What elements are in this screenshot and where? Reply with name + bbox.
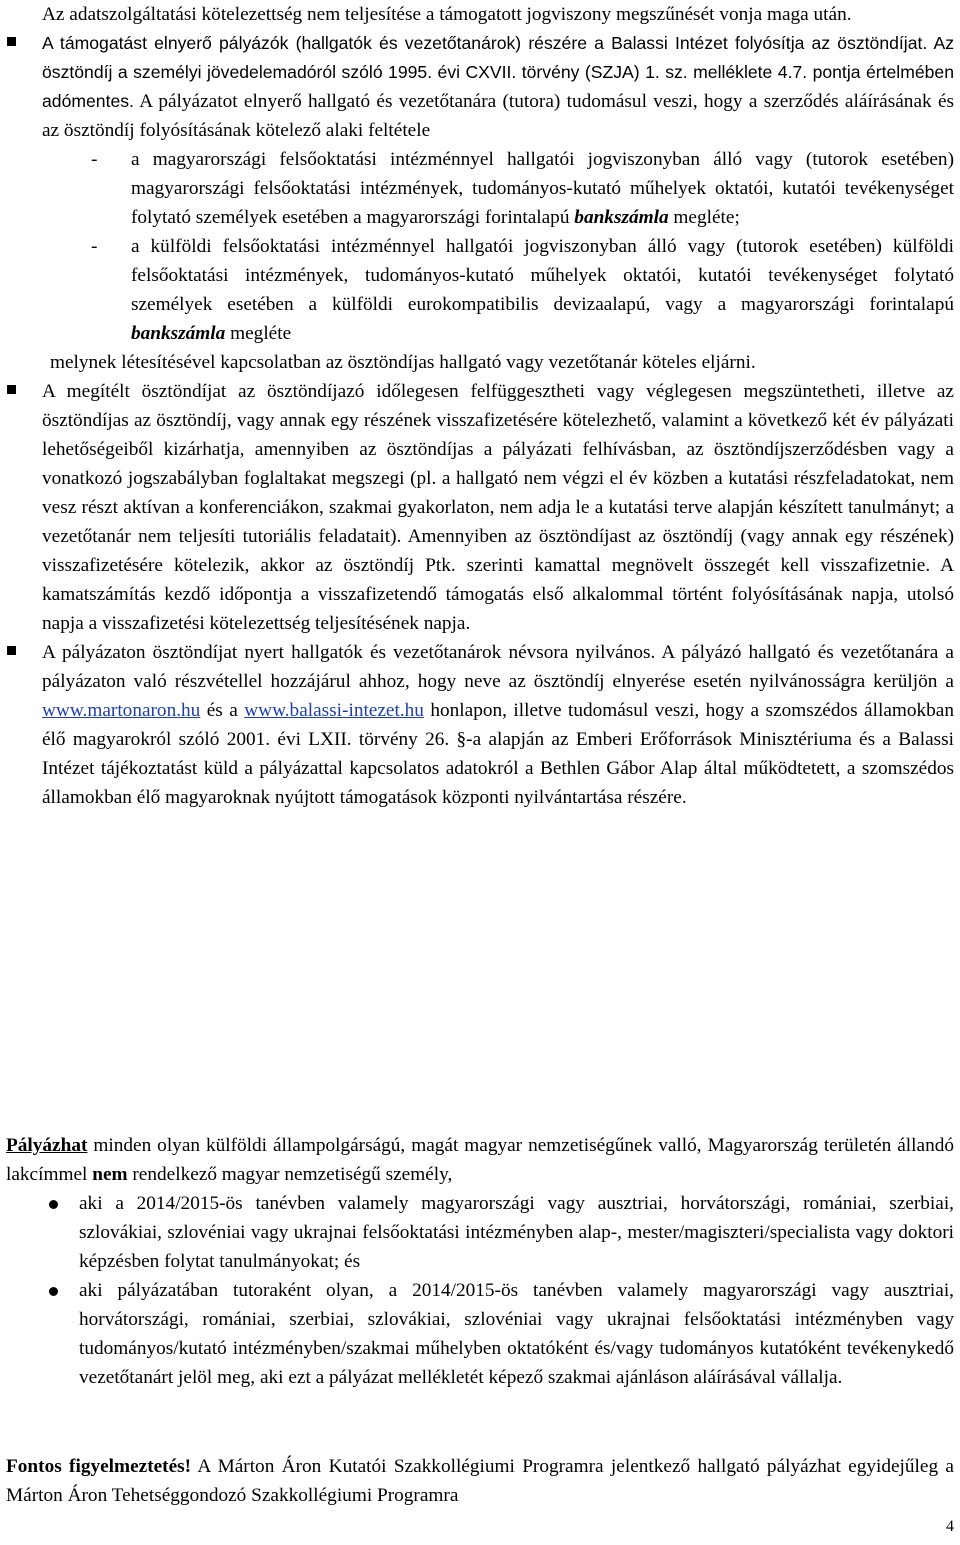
list-item-suspension: A megítélt ösztöndíjat az ösztöndíjazó időlegesen felfüggesztheti vagy véglegesen megszüntetheti, illetve az ösztöndíjas az ösztöndíj, vagy annak egy részének visszafizetésére kötelezhető, valamint a következő két év pályázati lehetőségeiből kizárhatja, amennyiben az ösztöndíjas a pályázati felhívásban, az ösztöndíjszerződésben vagy a vonatkozó jogszabályban foglaltakat megszegi (pl. a hallgató nem végzi el év közben a kutatási részfeladatokat, nem vesz részt aktívan a konferenciákon, szakmai gyakorlaton, nem adja le a kutatási terve alapján készített tanulmányt; a vezetőtanár nem teljesíti tutoriális feladatait). Amennyiben az ösztöndíjast az ösztöndíj (vagy annak egy részének) visszafizetésére kötelezik, akkor az ösztöndíj Ptk. szerinti kamattal megnövelt összegét kell visszafizetnie. A kamatszámítás kezdő időpontja a visszafizetendő támogatás első alkalommal történt folyósításának napja, utolsó napja a visszafizetési kötelezettség teljesítésének napja. bbox=[42, 377, 954, 638]
eligibility-section bbox=[6, 1131, 954, 1392]
eligibility-intro: Pályázhat minden olyan külföldi állampolgárságú, magát magyar nemzetiségűnek valló, Magyarország területén állandó lakcímmel nem rendelkező magyar nemzetiségű személy, bbox=[6, 1135, 954, 1185]
warning-label: Fontos figyelmeztetés! bbox=[6, 1456, 192, 1477]
square-bullet-icon bbox=[7, 385, 16, 394]
balassi-intezet-link[interactable]: www.balassi-intezet.hu bbox=[244, 700, 424, 721]
list-item-publicity: A pályázaton ösztöndíjat nyert hallgatók és vezetőtanárok névsora nyilvános. A pályázó hallgató és vezetőtanára a pályázaton való részvétellel hozzájárul ahhoz, hogy neve az ösztöndíj elnyerése esetén nyilvánosságra kerüljön a www.martonaron.hu és a www.balassi-intezet.hu honlapon, illetve tudomásul veszi, hogy a szomszédos államokban élő magyarokról szóló 2001. évi LXII. törvény 26. §-a alapján az Emberi Erőforrások Minisztériuma és a Balassi Intézet tájékoztatást küld a pályázattal kapcsolatos adatokról a Bethlen Gábor Alap által működtetett, a szomszédos államokban élő magyaroknak nyújtott támogatások központi nyilvántartása részére. bbox=[42, 638, 954, 812]
continued-paragraph: Az adatszolgáltatási kötelezettség nem teljesítése a támogatott jogviszony megszűnését vonja maga után. bbox=[42, 4, 852, 25]
dash-item-foreign: - a külföldi felsőoktatási intézménnyel hallgatói jogviszonyban álló vagy (tutorok esetében) külföldi felsőoktatási intézmények, tudományos-kutató műhelyek oktatói, kutatói tevékenységet folytató személyek esetében a külföldi eurokompatibilis devizaalapú, vagy a magyarországi forintalapú bankszámla megléte bbox=[91, 236, 954, 344]
dash-item-domestic: - a magyarországi felsőoktatási intézménnyel hallgatói jogviszonyban álló vagy (tutorok esetében) magyarországi felsőoktatási intézmények, tudományos-kutató műhelyek oktatói, kutatói tevékenységet folytató személyek esetében a magyarországi forintalapú bankszámla megléte; bbox=[91, 149, 954, 228]
eligibility-label: Pályázhat bbox=[6, 1135, 88, 1156]
martonaron-link[interactable]: www.martonaron.hu bbox=[42, 700, 201, 721]
bank-account-emphasis: bankszámla bbox=[131, 323, 226, 344]
bullet-icon bbox=[49, 1200, 58, 1209]
warning-section bbox=[6, 1452, 954, 1510]
bank-account-closing: melynek létesítésével kapcsolatban az ösztöndíjas hallgató vagy vezetőtanár köteles eljárni. bbox=[50, 352, 756, 373]
tax-exempt-text: A támogatást elnyerő pályázók (hallgatók és vezetőtanárok) részére a Balassi Intézet folyósítja az ösztöndíjat. Az ösztöndíj a személyi jövedelemadóról szóló 1995. évi CXVII. törvény (SZJA) 1. sz. melléklete 4.7. pontja értelmében adómentes. bbox=[42, 33, 954, 111]
square-bullet-icon bbox=[7, 646, 16, 655]
bank-account-intro: A pályázatot elnyerő hallgató és vezetőtanára (tutora) tudomásul veszi, hogy a szerződés aláírásának és az ösztöndíj folyósításának kötelező alaki feltétele bbox=[42, 91, 955, 141]
list-item: aki a 2014/2015-ös tanévben valamely magyarországi vagy ausztriai, horvátországi, romániai, szerbiai, szlovákiai, szlovéniai vagy ukrajnai felsőoktatási intézményben alap-, mester/magiszteri/specialista vagy doktori képzésben folytat tanulmányokat; és bbox=[6, 1189, 954, 1276]
bank-account-emphasis: bankszámla bbox=[574, 207, 669, 228]
page-number: 4 bbox=[946, 1518, 954, 1535]
obligations-section bbox=[42, 0, 954, 812]
list-item-scholarship-payment bbox=[42, 29, 954, 145]
list-item: aki pályázatában tutoraként olyan, a 2014/2015-ös tanévben valamely magyarországi vagy ausztriai, horvátországi, romániai, szerbiai, szlovákiai, szlovéniai vagy ukrajnai felsőoktatási intézményben vagy tudományos/kutató intézményben/szakmai műhelyben oktatóként és/vagy tudományos kutatóként tevékenykedő vezetőtanárt jelöl meg, aki ezt a pályázat mellékletét képező szakmai ajánláson aláírásával vállalja. bbox=[6, 1276, 954, 1392]
warning-text: A Márton Áron Kutatói Szakkollégiumi Programra jelentkező hallgató pályázhat egyidejűleg a Márton Áron Tehetséggondozó Szakkollégiumi Programra bbox=[6, 1456, 954, 1506]
square-bullet-icon bbox=[7, 37, 16, 46]
bullet-icon bbox=[49, 1287, 58, 1296]
